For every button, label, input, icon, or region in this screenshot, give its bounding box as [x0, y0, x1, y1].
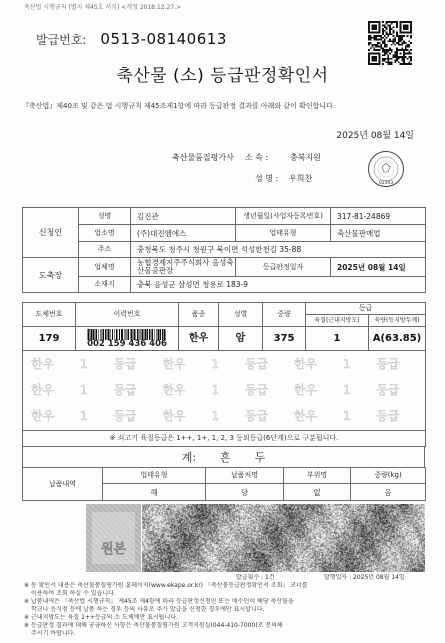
header-breed: 품종 [179, 303, 219, 327]
location: 충북 음성군 삼성면 청용로 183-9 [131, 277, 426, 293]
delivery-value: 당 [206, 484, 284, 501]
footer-note: 학교나 음식점 등에 납품 하는 경우 등의 사유로 추가 발급을 신청한 경우에만 표시합니다. [31, 606, 265, 613]
applicant-name-label: 성명 [79, 208, 131, 225]
delivery-section-label: 납품내역 [23, 468, 103, 501]
watermark-area [23, 351, 426, 431]
grader-name: 우희찬 [289, 174, 313, 183]
business-type: 축산물판매업 [331, 225, 426, 242]
legal-statement: 『축산법』제40조 및 같은 법 시행규칙 제45조제1항에 따라 등급판정 결과를 아래와 같이 확인합니다. [22, 102, 336, 110]
header-quality-grade: 육질(근내지방도) [306, 315, 369, 327]
slaughterhouse-section-label: 도축장 [23, 258, 79, 293]
total-label: 계: [181, 450, 197, 464]
delivery-header-cut: 부위명 [284, 468, 351, 484]
grading-table [22, 302, 426, 447]
watermark-line: 한우 1 등급 한우 1 등급 한우 1 등급 [31, 409, 400, 423]
address: 충청북도 청주시 청원구 북이면 석성한천길 35-88 [131, 242, 426, 258]
issue-number-label: 발급번호: [36, 33, 87, 47]
applicant-section-label: 신청인 [23, 208, 79, 258]
delivery-value: 없 [284, 484, 351, 501]
quality-grade: 1 [306, 327, 369, 351]
footer-issue-date: 발행일자 : 2025년 08월 14일 [324, 574, 405, 581]
footer-note: ※ 근내지방도는 육질 1++등급의 소 도체에만 표시됩니다. [24, 614, 178, 621]
header-trace-number: 이력번호 [76, 303, 179, 327]
grader-name-label: 성 명 : [255, 174, 279, 183]
company-label: 업체명 [79, 258, 131, 277]
issue-date: 2025년 08월 14일 [336, 131, 414, 141]
delivery-header-business-type: 업태유형 [103, 468, 206, 484]
header-sex: 성별 [219, 303, 263, 327]
grader-affiliation-label: 소 속 : [245, 153, 269, 162]
watermark-line: 한우 1 등급 한우 1 등급 한우 1 등급 [31, 383, 400, 397]
applicant-birth: 317-81-24869 [331, 208, 426, 225]
issue-count: 발급횟수 : 1건 [236, 574, 275, 581]
issue-number [36, 29, 227, 48]
trace-number: 002 159 436 406 [87, 339, 167, 349]
header-weight: 중량 [263, 303, 306, 327]
total-unit: 두 [254, 450, 266, 464]
header-yield-grade: 육량(등지방두께) [369, 315, 426, 327]
company-name: 농협경제지주주식회사 음성축산물공판장 [131, 258, 236, 277]
breed: 한우 [179, 327, 219, 351]
weight: 375 [263, 327, 306, 351]
total-count: 흔 [220, 450, 231, 464]
carcass-number: 179 [23, 327, 76, 351]
applicant-name: 김진관 [131, 208, 236, 225]
document-title: 축산물 (소) 등급판정확인서 [116, 66, 329, 86]
grade-note: ※ 쇠고기 육질등급은 1++, 1+, 1, 2, 3 등외등급(6단계)으로 구분됩니다. [23, 431, 426, 447]
footer-note: ※ 동 확인서 내용은 축산물품질평가원 홈페이지(www.ekape.or.kr) 『축산물등급판정확인서 조회』 코너를 [24, 582, 308, 589]
footer-note: ※ 등급판정 결과에 대해 궁금하신 사항은 축산물품질평가원 고객지원실(044-410-7000)로 문의해 [24, 622, 283, 629]
delivery-header-recipient: 납품처명 [206, 468, 284, 484]
footer-note: 이용하여 조회 하실 수 있습니다. [31, 590, 116, 597]
original-mark-image [86, 504, 141, 572]
business-name-label: 업소명 [79, 225, 131, 242]
issue-number-value: 0513-08140613 [100, 30, 227, 48]
header-grade: 등급 [306, 303, 426, 315]
grading-row [23, 327, 426, 351]
seal-number: 02393 [378, 181, 394, 186]
applicant-birth-label: 생년월일(사업자등록번호) [236, 208, 331, 225]
form-reference: 축산법 시행규칙 [별지 제45호 서식] <개정 2018.12.27.> [24, 4, 182, 11]
sex: 암 [219, 327, 263, 351]
delivery-value: 음 [351, 484, 426, 501]
applicant-table [22, 207, 426, 293]
qr-code [368, 21, 412, 65]
total-row [22, 446, 425, 468]
delivery-value: 해 [103, 484, 206, 501]
footer-note: ※ 납품내역은 『축산법 시행규칙』 제45조 제4항에 따라 등급판정신청인 또는 매수인이 해당 축산물을 [24, 598, 294, 605]
footer-note: 주시기 바랍니다. [31, 630, 76, 637]
yield-grade: A(63.85) [369, 327, 426, 351]
business-name: (주)대진엠에스 [131, 225, 236, 242]
original-mark: 원본 [100, 542, 127, 557]
location-label: 소재지 [79, 277, 131, 293]
grading-date: 2025년 08월 14일 [331, 258, 426, 277]
footer-notes [24, 574, 424, 640]
grader-affiliation: 충북지원 [290, 153, 321, 162]
delivery-table [22, 467, 426, 501]
official-seal [367, 150, 405, 188]
grader-title: 축산물품질평가사 [172, 153, 234, 162]
header-carcass-number: 도체번호 [23, 303, 76, 327]
grading-date-label: 등급판정일자 [236, 258, 331, 277]
watermark-line: 한우 1 등급 한우 1 등급 한우 1 등급 [31, 357, 400, 371]
trace-cell [76, 327, 179, 351]
address-label: 주소 [79, 242, 131, 258]
business-type-label: 업태유형 [236, 225, 331, 242]
delivery-header-weight: 중량(kg) [351, 468, 426, 484]
security-pattern [142, 504, 425, 572]
